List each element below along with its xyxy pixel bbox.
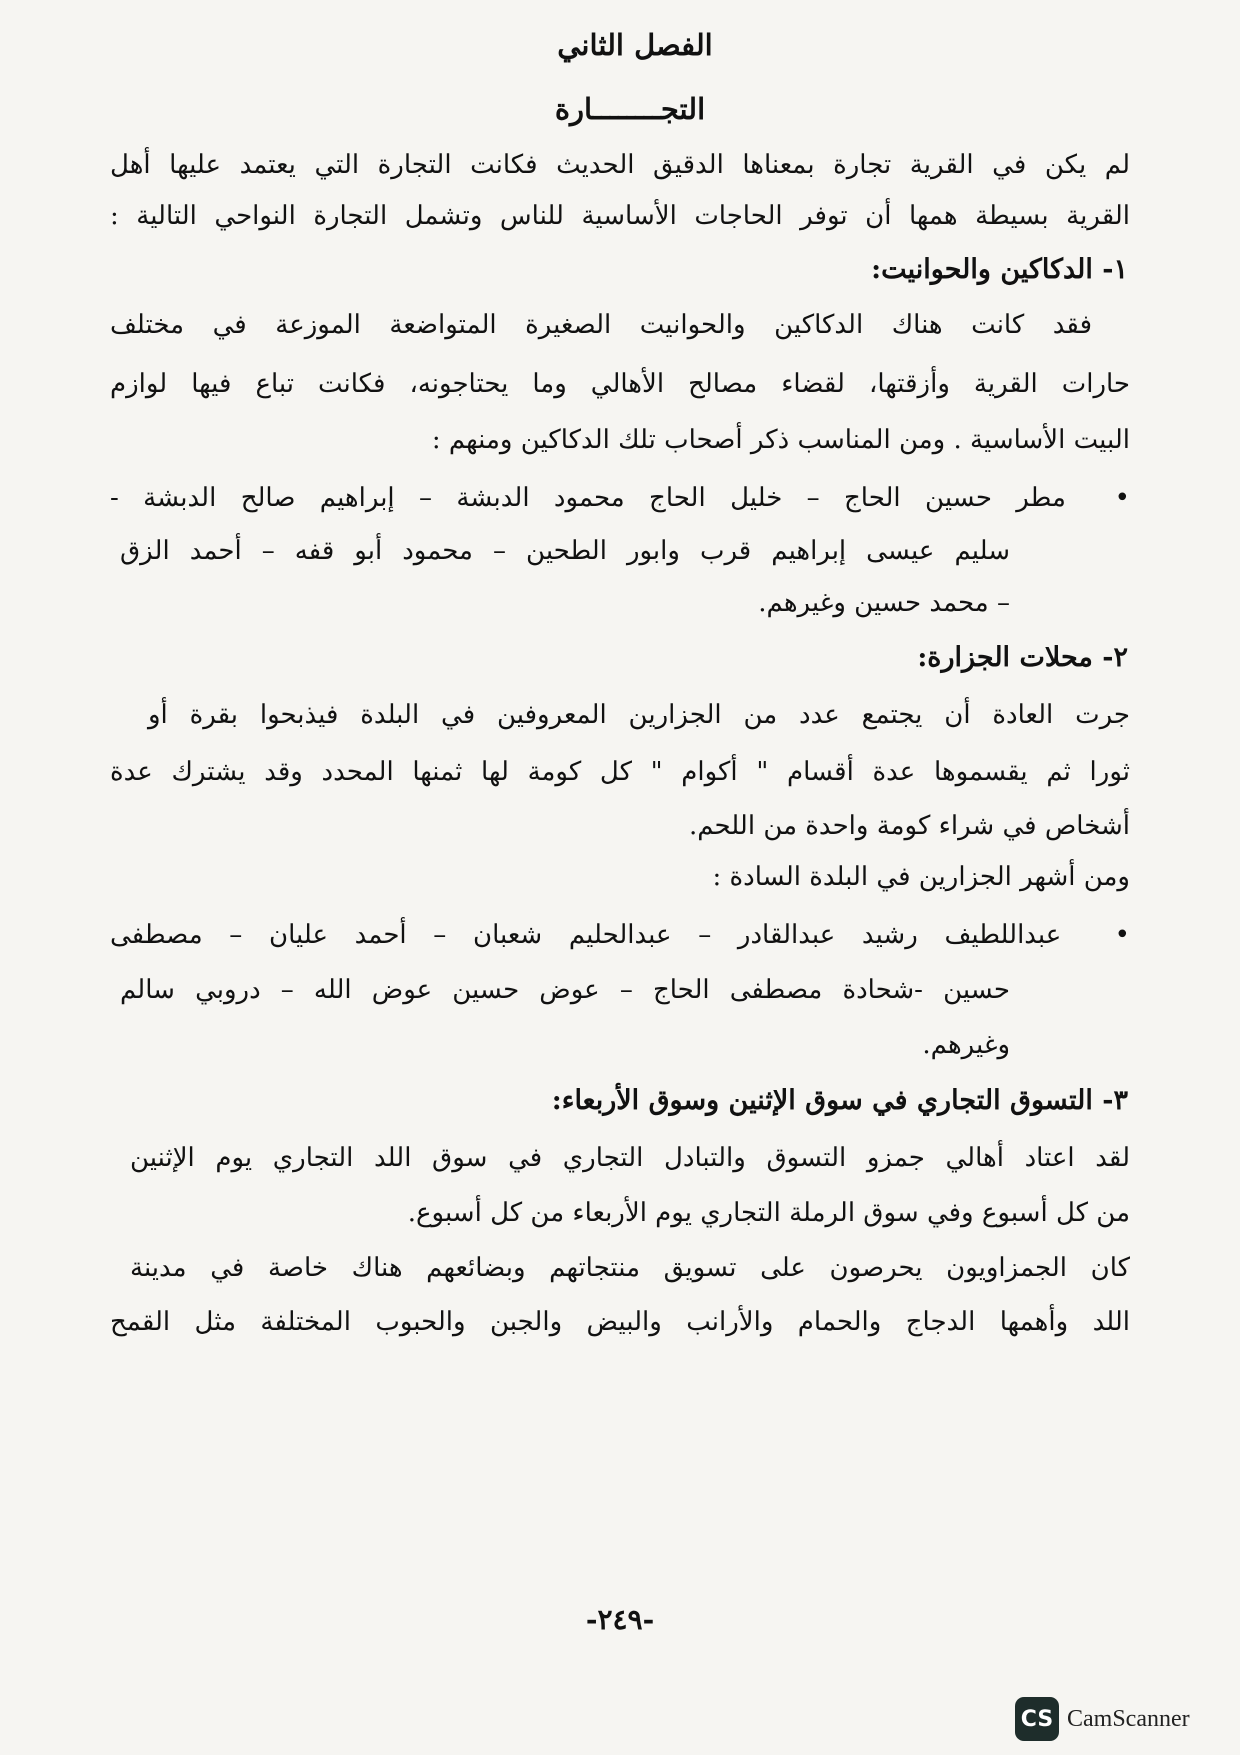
paragraph-line: أشخاص في شراء كومة واحدة من اللحم. bbox=[688, 811, 1130, 841]
paragraph-line: حارات القرية وأزقتها، لقضاء مصالح الأهالي وما يحتاجونه، فكانت تباع فيها لوازم bbox=[110, 369, 1130, 399]
bullet-continuation: – محمد حسين وغيرهم. bbox=[758, 588, 1010, 618]
paragraph-line: ومن أشهر الجزارين في البلدة السادة : bbox=[712, 862, 1130, 892]
bullet-icon: • bbox=[1061, 920, 1130, 950]
camscanner-label: CamScanner bbox=[1067, 1705, 1190, 1732]
section-title: التجــــــــارة bbox=[554, 92, 706, 126]
bullet-text: مطر حسين الحاج – خليل الحاج محمود الدبشة – إبراهيم صالح الدبشة - bbox=[110, 483, 1066, 513]
chapter-title: الفصل الثاني bbox=[557, 28, 713, 62]
bullet-continuation: وغيرهم. bbox=[922, 1030, 1010, 1060]
bullet-continuation: سليم عيسى إبراهيم قرب وابور الطحين – محمود أبو قفه – أحمد الزق bbox=[120, 536, 1010, 566]
paragraph-line: اللد وأهمها الدجاج والحمام والأرانب والبيض والجبن والحبوب المختلفة مثل القمح bbox=[110, 1307, 1130, 1337]
bullet-list-item bbox=[110, 915, 1130, 955]
paragraph-line: ثورا ثم يقسموها عدة أقسام " أكوام " كل كومة لها ثمنها المحدد وقد يشترك عدة bbox=[110, 757, 1130, 787]
paragraph-line: من كل أسبوع وفي سوق الرملة التجاري يوم الأربعاء من كل أسبوع. bbox=[407, 1198, 1130, 1228]
paragraph-line: جرت العادة أن يجتمع عدد من الجزارين المعروفين في البلدة فيذبحوا بقرة أو bbox=[148, 700, 1130, 730]
bullet-list-item bbox=[110, 478, 1130, 518]
section-heading-shops: ١- الدكاكين والحوانيت: bbox=[871, 254, 1128, 285]
page-number: -٢٤٩- bbox=[585, 1603, 655, 1636]
paragraph-line: البيت الأساسية . ومن المناسب ذكر أصحاب تلك الدكاكين ومنهم : bbox=[431, 425, 1130, 455]
bullet-text: عبداللطيف رشيد عبدالقادر – عبدالحليم شعبان – أحمد عليان – مصطفى bbox=[110, 920, 1062, 950]
paragraph-line: كان الجمزاويون يحرصون على تسويق منتجاتهم وبضائعهم هناك خاصة في مدينة bbox=[130, 1253, 1130, 1283]
intro-line: القرية بسيطة همها أن توفر الحاجات الأساسية للناس وتشمل التجارة النواحي التالية : bbox=[110, 201, 1130, 231]
paragraph-line: فقد كانت هناك الدكاكين والحوانيت الصغيرة المتواضعة الموزعة في مختلف bbox=[110, 310, 1092, 340]
camscanner-logo-icon: CS bbox=[1015, 1697, 1059, 1741]
camscanner-watermark bbox=[1015, 1695, 1215, 1743]
section-heading-butchers: ٢- محلات الجزارة: bbox=[917, 642, 1128, 673]
section-heading-markets: ٣- التسوق التجاري في سوق الإثنين وسوق الأربعاء: bbox=[551, 1085, 1128, 1116]
paragraph-line: لقد اعتاد أهالي جمزو التسوق والتبادل التجاري في سوق اللد التجاري يوم الإثنين bbox=[130, 1143, 1130, 1173]
bullet-continuation: حسين -شحادة مصطفى الحاج – عوض حسين عوض الله – دروبي سالم bbox=[120, 975, 1010, 1005]
bullet-icon: • bbox=[1065, 483, 1130, 513]
intro-line: لم يكن في القرية تجارة بمعناها الدقيق الحديث فكانت التجارة التي يعتمد عليها أهل bbox=[110, 150, 1130, 180]
